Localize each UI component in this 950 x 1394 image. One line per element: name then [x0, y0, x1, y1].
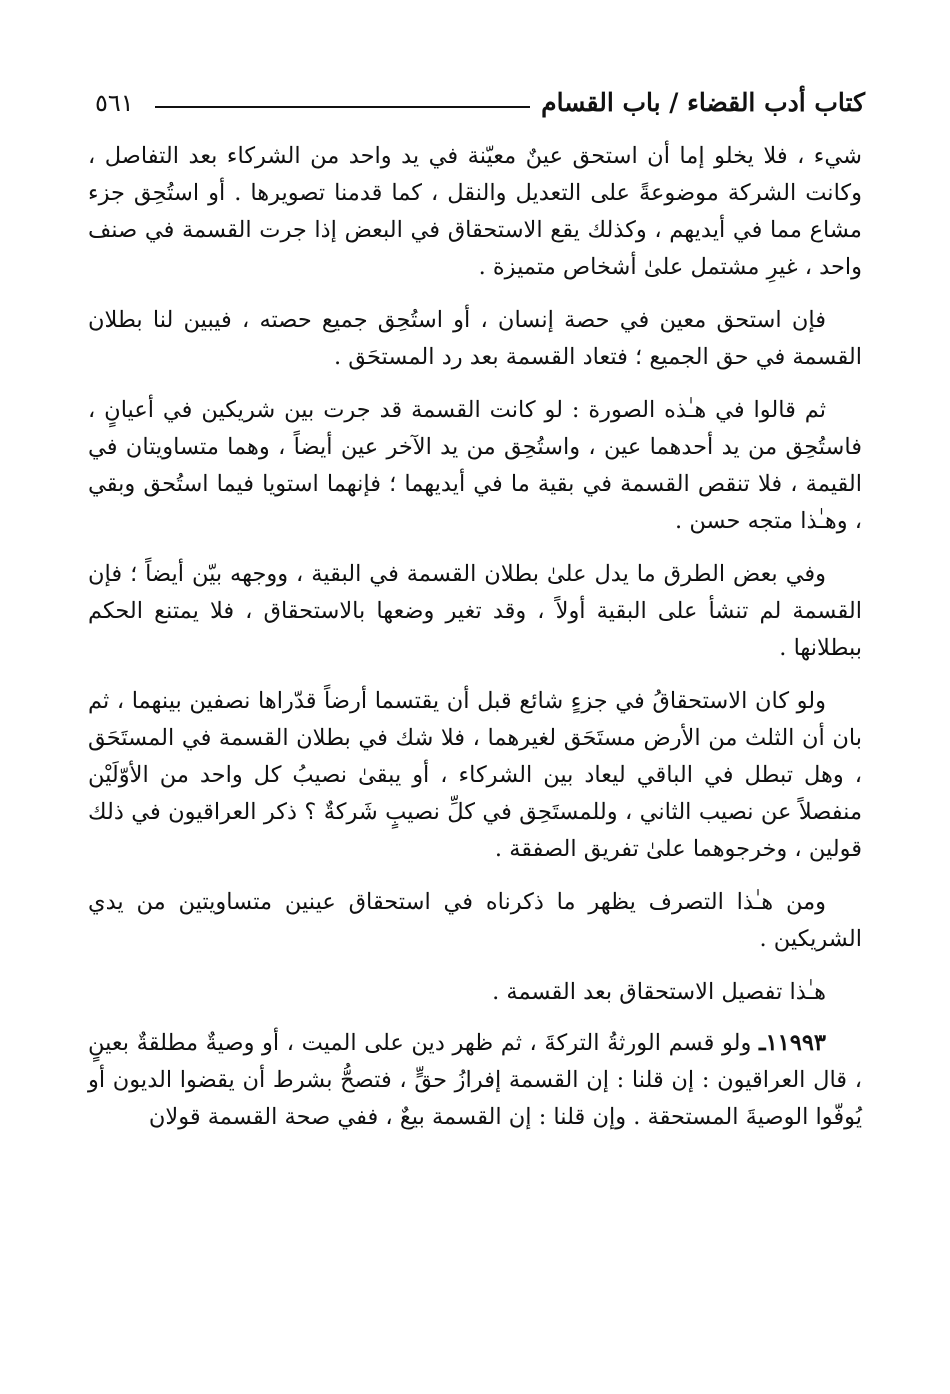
header-rule: [155, 106, 530, 108]
running-header: [95, 86, 865, 126]
paragraph: شيء ، فلا يخلو إما أن استحق عينٌ معيّنة في يد واحد من الشركاء بعد التفاصل ، وكانت الشركة موضوعةً على التعديل والنقل ، كما قدمنا تصويرها . أو استُحِق جزء مشاع مما في أيديهم ، وكذلك يقع الاستحقاق في البعض إذا جرت القسمة في صنف واحد ، غيرِ مشتمل علىٰ أشخاص متميزة .: [88, 143, 862, 280]
paragraph: هـٰذا تفصيل الاستحقاق بعد القسمة .: [492, 979, 826, 1005]
issue-text: ولو قسم الورثةُ التركةَ ، ثم ظهر دين على الميت ، أو وصيةٌ مطلقةٌ بعينٍ ، قال العراقيون : إن قلنا : إن القسمة إفرازُ حقٍّ ، فتصحُّ بشرط أن يقضوا الديون أو يُوفّوا الوصيةَ المستحقة . وإن قلنا : إن القسمة بيعٌ ، ففي صحة القسمة قولان: [88, 1030, 862, 1130]
paragraph: وفي بعض الطرق ما يدل علىٰ بطلان القسمة في البقية ، ووجهه بيّن أيضاً ؛ فإن القسمة لم تنشأ على البقية أولاً ، وقد تغير وضعها بالاستحقاق ، فلا يمتنع الحكم ببطلانها .: [88, 561, 862, 661]
paragraph: فإن استحق معين في حصة إنسان ، أو استُحِق جميع حصته ، فيبين لنا بطلان القسمة في حق الجميع ؛ فتعاد القسمة بعد رد المستحَق .: [88, 307, 862, 370]
header-title: كتاب أدب القضاء / باب القسام: [541, 88, 865, 117]
issue-paragraph: [88, 1025, 862, 1136]
paragraph: ومن هـٰذا التصرف يظهر ما ذكرناه في استحقاق عينين متساويتين من يدي الشريكين .: [88, 889, 862, 952]
issue-number: ١١٩٩٣ـ: [758, 1030, 827, 1056]
page-number: ٥٦١: [95, 89, 134, 117]
body-text: [88, 138, 862, 1152]
paragraph: ولو كان الاستحقاقُ في جزءٍ شائع قبل أن يقتسما أرضاً قدّراها نصفين بينهما ، ثم بان أن الثلث من الأرض مستَحَق لغيرهما ، فلا شك في بطلان القسمة في المستَحَق ، وهل تبطل في الباقي ليعاد بين الشركاء ، أو يبقىٰ نصيبُ كل واحد من الأوّلَيْن منفصلاً عن نصيب الثاني ، وللمستَحِق في كلِّ نصيبٍ شَركةٌ ؟ ذكر العراقيون في ذلك قولين ، وخرجوهما علىٰ تفريق الصفقة .: [88, 688, 862, 862]
paragraph: ثم قالوا في هـٰذه الصورة : لو كانت القسمة قد جرت بين شريكين في أعيانٍ ، فاستُحِق من يد أحدهما عين ، واستُحِق من يد الآخر عين أيضاً ، وهما متساويتان في القيمة ، فلا تنقص القسمة في بقية ما في أيديهما ؛ فإنهما استويا فيما استُحق وبقي ، وهـٰذا متجه حسن .: [88, 397, 862, 534]
